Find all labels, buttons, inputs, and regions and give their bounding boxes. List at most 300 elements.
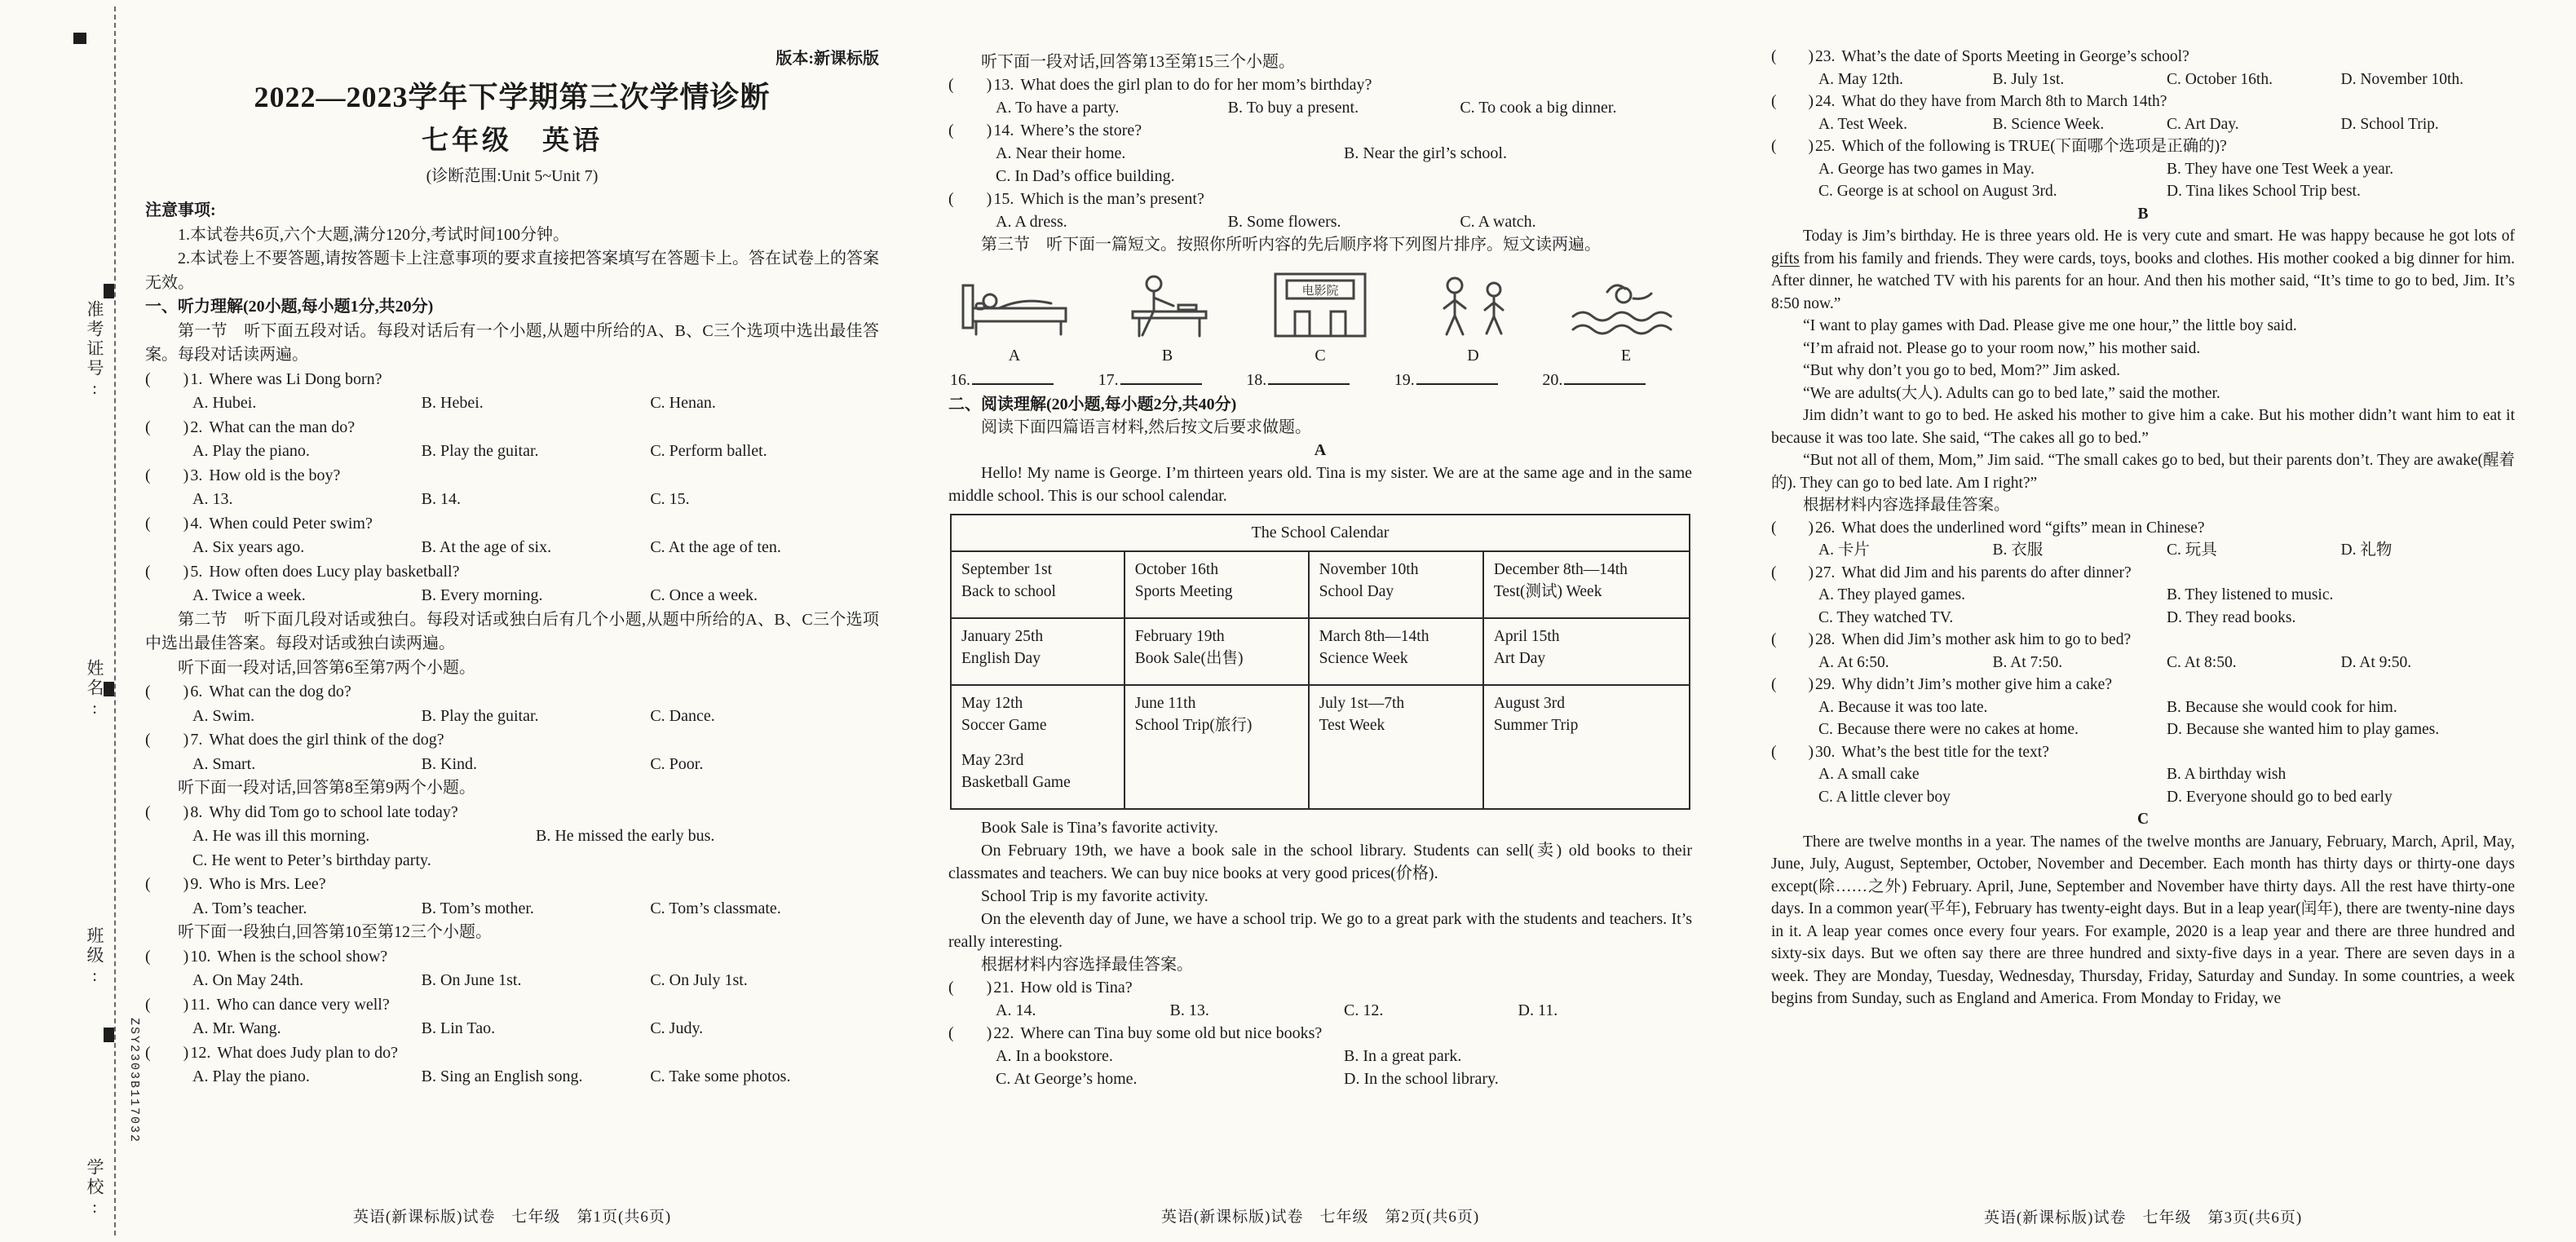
option-b: B. Play the guitar. xyxy=(421,442,539,460)
table-title-cell: The School Calendar xyxy=(951,515,1690,551)
table-cell xyxy=(951,685,1125,809)
option-b: B. On June 1st. xyxy=(421,971,522,989)
desk-picture xyxy=(1107,264,1229,346)
question-number: 23. xyxy=(1815,48,1836,65)
picture-row xyxy=(948,256,1692,365)
page-3-content xyxy=(1771,46,2515,1010)
question-line xyxy=(1771,629,2515,652)
options-row xyxy=(1771,158,2515,181)
options-row xyxy=(1771,652,2515,674)
option-c: C. Art Day. xyxy=(2167,115,2239,133)
paragraph xyxy=(1771,315,2515,338)
option-c: C. Because there were no cakes at home. xyxy=(1818,721,2079,738)
options-row xyxy=(948,1067,1692,1090)
exam-field-school: 学校: xyxy=(85,1158,104,1219)
question-line xyxy=(1771,46,2515,69)
options-row xyxy=(1771,696,2515,719)
answer-bracket: ( ) xyxy=(145,875,189,893)
paragraph xyxy=(948,233,1692,256)
question-number: 27. xyxy=(1815,564,1836,581)
option-a: A. 14. xyxy=(996,1001,1036,1019)
table-cell xyxy=(1309,685,1483,809)
picture-kids xyxy=(1412,264,1535,365)
option-b: B. Because she would cook for him. xyxy=(2167,698,2397,716)
paragraph xyxy=(1771,382,2515,405)
options-row xyxy=(948,142,1692,165)
page-footer: 英语(新课标版)试卷 七年级 第3页(共6页) xyxy=(1983,1209,2303,1227)
table-cell xyxy=(1309,551,1483,618)
answer-bracket: ( ) xyxy=(1771,631,1814,648)
question xyxy=(145,368,879,416)
options-row xyxy=(1771,607,2515,630)
options-row xyxy=(1771,69,2515,91)
option-b: B. They have one Test Week a year. xyxy=(2167,160,2394,178)
option-a: A. A dress. xyxy=(996,213,1067,231)
section-heading-text: 注意事项: xyxy=(145,201,216,219)
option-c: C. 玩具 xyxy=(2167,541,2217,559)
option-b: B. They listened to music. xyxy=(2167,586,2334,603)
paragraph xyxy=(1771,494,2515,517)
question-text: Where’s the store? xyxy=(1020,122,1142,139)
question-line xyxy=(1771,674,2515,696)
options-row xyxy=(948,165,1692,188)
question-number: 30. xyxy=(1815,743,1836,761)
question-line xyxy=(145,368,879,392)
option-a: A. Test Week. xyxy=(1818,115,1907,133)
table-cell xyxy=(1483,618,1690,685)
school-calendar-table xyxy=(950,514,1690,810)
picture-label: E xyxy=(1620,347,1632,365)
section-heading xyxy=(145,295,879,320)
paragraph-text: 听下面一段对话,回答第13至第15三个小题。 xyxy=(981,53,1295,71)
question-line xyxy=(948,119,1692,142)
paragraph-text: “But why don’t you go to bed, Mom?” Jim asked. xyxy=(1803,362,2121,379)
paragraph xyxy=(1771,225,2515,315)
option-d: D. 11. xyxy=(1518,1001,1558,1019)
option-b: B. Near the girl’s school. xyxy=(1344,144,1507,162)
paragraph-text: 第一节 听下面五段对话。每段对话后有一个小题,从题中所给的A、B、C三个选项中选出最佳答案。每段对话读两遍。 xyxy=(145,321,879,364)
question-text: Where can Tina buy some old but nice books? xyxy=(1020,1024,1323,1042)
option-c: C. Dance. xyxy=(650,706,715,725)
question-number: 22. xyxy=(993,1024,1014,1042)
options-row xyxy=(948,210,1692,233)
paragraph xyxy=(145,656,879,681)
paragraph-text: Book Sale is Tina’s favorite activity. xyxy=(981,819,1218,837)
option-a: A. Tom’s teacher. xyxy=(192,899,307,917)
option-a: A. They played games. xyxy=(1818,586,1965,603)
table-cell xyxy=(1483,685,1690,809)
paragraph xyxy=(145,320,879,368)
option-c: C. A little clever boy xyxy=(1818,788,1951,806)
question-line xyxy=(145,1041,879,1066)
option-a: A. George has two games in May. xyxy=(1818,160,2035,178)
table-cell xyxy=(951,551,1125,618)
paragraph-text: “I want to play games with Dad. Please give me one hour,” the little boy said. xyxy=(1803,317,2297,334)
table-cell-line: August 3rd xyxy=(1493,695,1566,712)
question xyxy=(1771,741,2515,809)
option-d: D. Everyone should go to bed early xyxy=(2167,788,2393,806)
option-c: C. In Dad’s office building. xyxy=(996,167,1175,185)
question-line xyxy=(145,945,879,970)
page-1 xyxy=(145,0,879,1242)
table-cell-line: April 15th xyxy=(1493,628,1560,645)
option-b: B. A birthday wish xyxy=(2167,766,2287,783)
question xyxy=(948,73,1692,119)
table-cell-line: January 25th xyxy=(961,628,1044,645)
options-row xyxy=(145,705,879,729)
answer-bracket: ( ) xyxy=(145,466,189,484)
option-b: B. Some flowers. xyxy=(1227,213,1341,231)
option-c: C. At the age of ten. xyxy=(650,538,781,556)
option-c: C. At George’s home. xyxy=(996,1070,1138,1088)
option-c: C. Tom’s classmate. xyxy=(650,899,781,917)
option-b: B. At 7:50. xyxy=(1992,653,2063,671)
question-text: Who can dance very well? xyxy=(216,995,390,1014)
table-title-row xyxy=(951,515,1690,551)
question-number: 5. xyxy=(190,562,203,581)
table-cell-line: Book Sale(出售) xyxy=(1134,650,1244,667)
options-row xyxy=(948,96,1692,119)
option-a: A. To have a party. xyxy=(996,99,1120,117)
picture-label: C xyxy=(1315,347,1326,365)
options-row xyxy=(145,584,879,608)
option-a: A. At 6:50. xyxy=(1818,653,1889,671)
question-text: Where was Li Dong born? xyxy=(209,369,382,388)
option-b: B. To buy a present. xyxy=(1227,99,1359,117)
option-d: D. 礼物 xyxy=(2340,541,2393,559)
cinema-sign-text: 电影院 xyxy=(1301,285,1339,298)
table-cell-line: May 23rd xyxy=(961,752,1024,769)
paragraph xyxy=(948,839,1692,885)
options-row xyxy=(1771,786,2515,809)
paragraph xyxy=(948,885,1692,908)
question-number: 21. xyxy=(993,979,1014,997)
answer-bracket: ( ) xyxy=(145,802,189,821)
table-cell-line: March 8th—14th xyxy=(1319,628,1429,645)
question xyxy=(145,873,879,921)
question-line xyxy=(948,188,1692,210)
options-row xyxy=(1771,180,2515,203)
answer-bracket: ( ) xyxy=(145,562,189,581)
option-b: B. Hebei. xyxy=(421,394,484,412)
table-cell-line: Science Week xyxy=(1319,650,1408,667)
option-a: A. May 12th. xyxy=(1818,70,1903,88)
option-c: C. Take some photos. xyxy=(650,1067,791,1085)
answer-bracket: ( ) xyxy=(1771,138,1814,155)
question xyxy=(1771,135,2515,203)
options-row xyxy=(1771,539,2515,562)
picture-label: B xyxy=(1161,347,1173,365)
bed-picture xyxy=(953,264,1076,346)
blank-number: 16. xyxy=(950,371,970,389)
table-row xyxy=(951,618,1690,685)
option-b: B. Lin Tao. xyxy=(421,1019,496,1037)
question xyxy=(1771,46,2515,91)
table-cell-line: September 1st xyxy=(961,561,1053,578)
paragraph-text: 听下面一段对话,回答第6至第7两个小题。 xyxy=(178,658,475,677)
paragraph xyxy=(1771,338,2515,360)
passage-label xyxy=(948,439,1692,462)
paragraph xyxy=(948,908,1692,953)
paragraph xyxy=(1771,360,2515,382)
binding-dashed-line xyxy=(114,7,116,1235)
question-line xyxy=(145,801,879,825)
question-number: 25. xyxy=(1815,138,1836,155)
table-row xyxy=(951,551,1690,618)
option-d: D. Tina likes School Trip best. xyxy=(2167,183,2361,200)
option-d: D. At 9:50. xyxy=(2340,653,2412,671)
options-row xyxy=(1771,718,2515,741)
option-c: C. To cook a big dinner. xyxy=(1460,99,1617,117)
binding-strip xyxy=(0,0,145,1242)
table-cell xyxy=(1125,618,1309,685)
paragraph-text: 1.本试卷共6页,六个大题,满分120分,考试时间100分钟。 xyxy=(178,225,569,244)
exam-field-ticket-number: 准考证号: xyxy=(85,300,104,400)
blank-line xyxy=(972,382,1054,385)
answer-blank xyxy=(1542,369,1690,391)
table-cell-line: November 10th xyxy=(1319,561,1419,578)
option-b: B. Science Week. xyxy=(1992,115,2105,133)
question xyxy=(1771,91,2515,135)
question-text: When is the school show? xyxy=(217,947,388,966)
page-2 xyxy=(948,0,1692,1242)
option-d: D. Because she wanted him to play games. xyxy=(2167,721,2440,738)
options-row xyxy=(1771,113,2515,136)
blank-line xyxy=(1120,382,1202,385)
options-row xyxy=(145,1017,879,1041)
answer-blank xyxy=(1394,369,1543,391)
question-text: What can the dog do? xyxy=(209,683,351,701)
blank-number: 18. xyxy=(1246,371,1267,389)
option-b: B. 衣服 xyxy=(1992,541,2044,559)
answer-bracket: ( ) xyxy=(145,995,189,1014)
question-text: When could Peter swim? xyxy=(209,514,373,533)
option-c: C. He went to Peter’s birthday party. xyxy=(192,851,431,869)
option-a: A. In a bookstore. xyxy=(996,1047,1113,1065)
paragraph xyxy=(948,816,1692,839)
question xyxy=(948,1022,1692,1090)
question-number: 14. xyxy=(993,122,1014,139)
paragraph-text: 第二节 听下面几段对话或独白。每段对话或独白后有几个小题,从题中所给的A、B、C三个选项中选出最佳答案。每段对话或独白读两遍。 xyxy=(145,610,879,652)
answer-bracket: ( ) xyxy=(948,190,992,208)
question-text: What does the girl think of the dog? xyxy=(209,731,444,749)
swimming-illustration-icon xyxy=(1565,264,1687,346)
question-text: What do they have from March 8th to March 14th? xyxy=(1841,93,2167,110)
option-a: A. Hubei. xyxy=(192,394,257,412)
table-cell-line: School Trip(旅行) xyxy=(1134,717,1253,734)
paragraph xyxy=(1771,831,2515,1010)
question-text: What’s the date of Sports Meeting in George’s school? xyxy=(1841,48,2189,65)
option-c: C. At 8:50. xyxy=(2167,653,2237,671)
option-c: C. Once a week. xyxy=(650,586,758,604)
question-line xyxy=(145,873,879,897)
option-b: B. Kind. xyxy=(421,754,478,773)
paper-scope: (诊断范围:Unit 5~Unit 7) xyxy=(426,167,599,185)
section-heading-text: 一、听力理解(20小题,每小题1分,共20分) xyxy=(145,298,434,316)
cinema-illustration-icon xyxy=(1259,264,1381,346)
answer-bracket: ( ) xyxy=(948,122,992,139)
desk-illustration-icon xyxy=(1107,264,1229,346)
table-cell-line: October 16th xyxy=(1134,561,1219,578)
option-a: A. Near their home. xyxy=(996,144,1126,162)
options-row xyxy=(948,999,1692,1022)
paper-code: ZSY2303B117032 xyxy=(127,1018,141,1144)
table-cell-line: Test Week xyxy=(1319,717,1385,734)
table-cell-line: Back to school xyxy=(961,583,1056,600)
answer-bracket: ( ) xyxy=(145,731,189,749)
paragraph xyxy=(145,608,879,656)
options-row xyxy=(145,488,879,512)
options-row xyxy=(145,824,879,849)
options-row xyxy=(145,536,879,560)
paragraph-text: 根据材料内容选择最佳答案。 xyxy=(1803,497,2010,514)
passage-label xyxy=(1771,203,2515,226)
paragraph-text: There are twelve months in a year. The names of the twelve months are January, February, March, April, May, June, July, August, September, October, November and December. Each month has thirty days or thirty-one days except(除……之外) February. April, June, September and November have thirty days. All the rest have thirty-one days. In a common year(平年), February has twenty-eight days. But in a leap year(闰年), there are twenty-nine days in it. A leap year comes once every four years. For example, 2020 is a leap year and there are three hundred and sixty-six days. But we often say there are three hundred and sixty-five days in a year. There are seven days in a week. They are Monday, Tuesday, Wednesday, Thursday, Friday, Saturday and Sunday. In some countries, a week begins from Sunday, such as England and America. From Monday to Friday, we xyxy=(1771,833,2515,1007)
answer-blank xyxy=(1098,369,1247,391)
question-number: 9. xyxy=(190,875,203,893)
option-a: A. Play the piano. xyxy=(192,1067,310,1085)
answer-blank xyxy=(950,369,1098,391)
question xyxy=(1771,562,2515,630)
option-a: A. Because it was too late. xyxy=(1818,698,1988,716)
option-a: A. Six years ago. xyxy=(192,538,305,556)
paragraph xyxy=(1771,404,2515,449)
passage-label-text: B xyxy=(2137,205,2149,223)
table-block xyxy=(948,507,1692,816)
option-a: A. 卡片 xyxy=(1818,541,1870,559)
question-number: 6. xyxy=(190,683,203,701)
answer-bracket: ( ) xyxy=(145,514,189,533)
question-text: What did Jim and his parents do after dinner? xyxy=(1841,564,2132,581)
options-row xyxy=(145,440,879,464)
picture-label: D xyxy=(1467,347,1479,365)
option-c: C. Poor. xyxy=(650,754,704,773)
paragraph-text: 阅读下面四篇语言材料,然后按文后要求做题。 xyxy=(981,418,1311,436)
paragraph xyxy=(948,51,1692,73)
cinema-picture xyxy=(1259,264,1381,346)
paragraph-text: 听下面一段独白,回答第10至第12三个小题。 xyxy=(178,923,492,941)
table-cell-line: June 11th xyxy=(1134,695,1196,712)
picture-bed xyxy=(953,264,1076,365)
answer-bracket: ( ) xyxy=(1771,676,1814,693)
option-b: B. July 1st. xyxy=(1992,70,2065,88)
question-line xyxy=(1771,562,2515,585)
option-a: A. Smart. xyxy=(192,754,256,773)
picture-cinema xyxy=(1259,264,1381,365)
table-cell-line: Sports Meeting xyxy=(1134,583,1233,600)
options-row xyxy=(1771,584,2515,607)
paragraph-text: Hello! My name is George. I’m thirteen years old. Tina is my sister. We are at the same age and in the same middle school. This is our school calendar. xyxy=(948,464,1692,505)
table-cell-line: May 12th xyxy=(961,695,1023,712)
question-line xyxy=(145,680,879,705)
table-cell-line: Soccer Game xyxy=(961,717,1047,734)
question xyxy=(145,560,879,608)
option-b: B. 13. xyxy=(1169,1001,1209,1019)
paragraph xyxy=(145,223,879,248)
option-a: A. He was ill this morning. xyxy=(192,827,370,845)
question-number: 7. xyxy=(190,731,203,749)
page-1-content xyxy=(145,199,879,1090)
registration-mark xyxy=(104,284,114,298)
kids-picture xyxy=(1412,264,1535,346)
answer-bracket: ( ) xyxy=(948,979,992,997)
question xyxy=(948,119,1692,188)
answer-bracket: ( ) xyxy=(145,369,189,388)
answer-bracket: ( ) xyxy=(145,418,189,436)
answer-bracket: ( ) xyxy=(1771,48,1814,65)
option-b: B. Every morning. xyxy=(421,586,543,604)
table-cell-line: Art Day xyxy=(1493,650,1546,667)
paragraph-segment: Today is Jim’s birthday. He is three years old. He is very cute and smart. He was happy because he got lots of xyxy=(1803,228,2515,245)
paragraph-segment: from his family and friends. They were cards, toys, books and clothes. His mother cooked a big dinner for him. After dinner, he watched TV with his parents for an hour. And then his mother said, “It’s time to go to bed, Jim. It’s 8:50 now.” xyxy=(1771,250,2515,312)
question-line xyxy=(948,1022,1692,1045)
question xyxy=(145,464,879,512)
paragraph xyxy=(948,953,1692,976)
option-a: A. Play the piano. xyxy=(192,442,310,460)
page-footer: 英语(新课标版)试卷 七年级 第2页(共6页) xyxy=(1160,1209,1480,1226)
options-row xyxy=(145,969,879,993)
question-line xyxy=(145,416,879,440)
page-footer: 英语(新课标版)试卷 七年级 第1页(共6页) xyxy=(352,1209,672,1226)
options-row xyxy=(145,1065,879,1090)
options-row xyxy=(948,1045,1692,1067)
option-b: B. Sing an English song. xyxy=(421,1067,583,1085)
paragraph xyxy=(145,921,879,945)
paragraph xyxy=(1771,449,2515,494)
question-number: 15. xyxy=(993,190,1014,208)
paragraph xyxy=(145,247,879,295)
option-a: A. Swim. xyxy=(192,706,255,725)
option-c: C. Perform ballet. xyxy=(650,442,767,460)
answer-bracket: ( ) xyxy=(145,1043,189,1062)
section-heading-text: 二、阅读理解(20小题,每小题2分,共40分) xyxy=(948,396,1237,413)
table-row xyxy=(951,685,1690,809)
picture-swim xyxy=(1565,264,1687,365)
option-a: A. Mr. Wang. xyxy=(192,1019,281,1037)
question-text: Which is the man’s present? xyxy=(1020,190,1204,208)
paper-title: 2022—2023学年下学期第三次学情诊断 xyxy=(254,81,771,113)
question-line xyxy=(1771,741,2515,764)
answer-bracket: ( ) xyxy=(1771,93,1814,110)
option-a: A. 13. xyxy=(192,490,233,508)
table-cell-line: Test(测试) Week xyxy=(1493,583,1602,600)
options-row xyxy=(145,849,879,873)
question-number: 12. xyxy=(190,1043,211,1062)
paragraph xyxy=(948,462,1692,507)
option-a: A. A small cake xyxy=(1818,766,1920,783)
question-number: 26. xyxy=(1815,519,1836,537)
question-text: Who is Mrs. Lee? xyxy=(209,875,326,893)
paragraph-text: 第三节 听下面一篇短文。按照你所听内容的先后顺序将下列图片排序。短文读两遍。 xyxy=(981,236,1601,254)
options-row xyxy=(145,391,879,416)
table-cell-line: December 8th—14th xyxy=(1493,561,1628,578)
question xyxy=(145,1041,879,1090)
blank-line xyxy=(1268,382,1350,385)
page-2-content xyxy=(948,51,1692,1090)
option-d: D. They read books. xyxy=(2167,608,2296,626)
paragraph xyxy=(145,776,879,801)
underlined-word: gifts xyxy=(1771,250,1800,267)
question xyxy=(1771,629,2515,674)
question xyxy=(145,416,879,464)
question-line xyxy=(1771,91,2515,113)
options-row xyxy=(145,753,879,777)
table-cell xyxy=(1309,618,1483,685)
question-text: When did Jim’s mother ask him to go to bed? xyxy=(1841,631,2132,648)
paragraph-text: On February 19th, we have a book sale in the school library. Students can sell(卖) old books to their classmates and teachers. We can buy nice books at very good prices(价格). xyxy=(948,842,1692,882)
question-number: 1. xyxy=(190,369,203,388)
bed-illustration-icon xyxy=(953,264,1076,346)
